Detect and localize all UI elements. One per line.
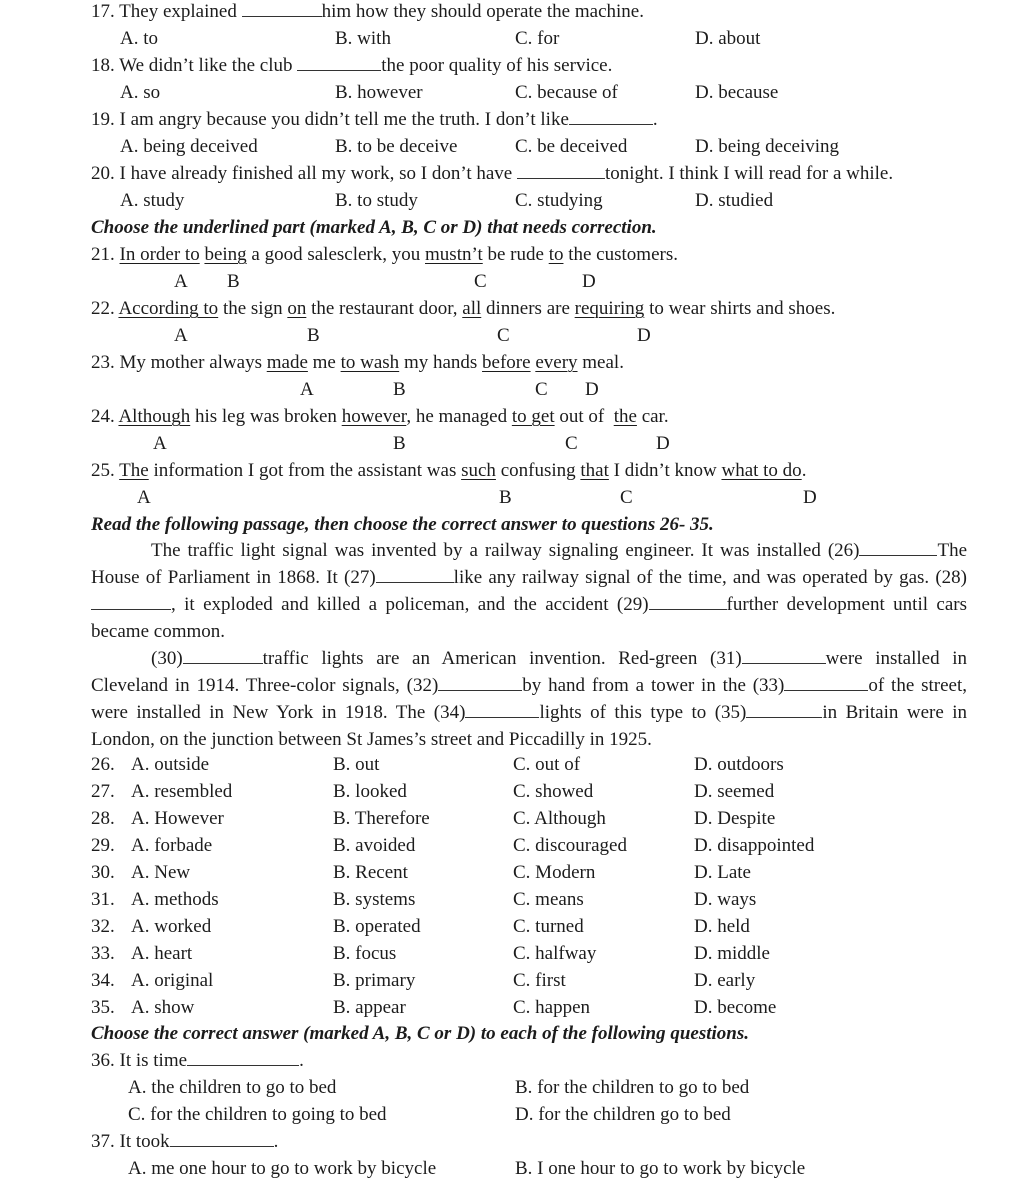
option-19a: A. being deceived — [120, 136, 258, 157]
question-number: 36. — [91, 1050, 115, 1071]
marker-c: C — [535, 379, 548, 400]
underlined-part-a: made — [266, 352, 308, 373]
marker-c: C — [565, 433, 578, 454]
question-number: 17. — [91, 1, 115, 22]
question-number: 18. — [91, 55, 115, 76]
underlined-part-a: In order to — [119, 244, 200, 265]
marker-c: C — [497, 325, 510, 346]
blank-33-label: (33) — [752, 675, 785, 696]
option-19c: C. be deceived — [515, 136, 628, 157]
question-number: 31. — [91, 889, 115, 910]
answer-blank — [517, 162, 605, 179]
underlined-part-c: to get — [511, 406, 555, 427]
option-36a: A. the children to go to bed — [128, 1077, 337, 1098]
passage-text: lights of this type to — [539, 702, 707, 723]
option-20b: B. to study — [335, 190, 418, 211]
sentence-text: out of — [554, 406, 614, 427]
blank-29 — [649, 593, 727, 610]
marker-b: B — [393, 433, 406, 454]
marker-b: B — [393, 379, 406, 400]
option-30d: D. Late — [694, 862, 751, 883]
blank-27 — [376, 566, 454, 583]
blank-31-label: (31) — [710, 648, 742, 669]
blank-35 — [746, 701, 822, 718]
question-text: tonight. I think I will read for a while. — [604, 163, 894, 184]
question-number: 34. — [91, 970, 115, 991]
marker-a: A — [137, 487, 151, 508]
option-26a: A. outside — [131, 754, 210, 775]
option-row-31 — [91, 888, 115, 912]
option-row-26 — [91, 753, 115, 777]
marker-d: D — [637, 325, 651, 346]
blank-32-label: (32) — [406, 675, 439, 696]
question-text: It is time — [119, 1050, 188, 1071]
option-row-30 — [91, 861, 115, 885]
option-27d: D. seemed — [694, 781, 775, 802]
question-number: 24. — [91, 406, 115, 427]
answer-blank — [569, 108, 653, 125]
option-34c: C. first — [513, 970, 566, 991]
underlined-part-d: what to do — [721, 460, 802, 481]
option-17a: A. to — [120, 28, 158, 49]
option-36b: B. for the children to go to bed — [515, 1077, 750, 1098]
passage-text: of the street, were installed in New York in 1918. The — [91, 675, 967, 723]
option-32d: D. held — [694, 916, 750, 937]
answer-blank — [170, 1130, 274, 1147]
option-row-27 — [91, 780, 115, 804]
question-20 — [91, 162, 893, 186]
underlined-part-b: to wash — [340, 352, 400, 373]
sentence-text: my hands — [399, 352, 483, 373]
passage-text: were installed in Cleveland in 1914. Three-color signals, — [91, 648, 968, 696]
option-35d: D. become — [694, 997, 777, 1018]
question-24 — [91, 405, 669, 429]
option-18b: B. however — [335, 82, 423, 103]
option-31b: B. systems — [333, 889, 416, 910]
question-number: 25. — [91, 460, 115, 481]
option-18a: A. so — [120, 82, 161, 103]
marker-c: C — [620, 487, 633, 508]
option-26b: B. out — [333, 754, 380, 775]
passage-text: like any railway signal of the time, and was operated by gas. — [453, 567, 930, 588]
underlined-part-b: however — [341, 406, 407, 427]
option-36c: C. for the children to going to bed — [128, 1104, 387, 1125]
sentence-text: a good salesclerk, you — [246, 244, 426, 265]
question-number: 37. — [91, 1131, 115, 1152]
option-28c: C. Although — [513, 808, 606, 829]
blank-28-label: (28) — [935, 567, 968, 588]
option-32a: A. worked — [131, 916, 212, 937]
blank-26-label: (26) — [827, 540, 860, 561]
option-row-34 — [91, 969, 115, 993]
option-27a: A. resembled — [131, 781, 233, 802]
question-23 — [91, 351, 624, 375]
underlined-part-d: requiring — [574, 298, 645, 319]
underlined-part-c: all — [462, 298, 482, 319]
question-text: We didn’t like the club — [119, 55, 293, 76]
question-text: the poor quality of his service. — [381, 55, 613, 76]
underlined-part-d: to — [548, 244, 564, 265]
passage-text: The House of Parliament in 1868. It — [91, 540, 968, 588]
sentence-text: his leg was broken — [190, 406, 342, 427]
question-text: It took — [119, 1131, 170, 1152]
option-20c: C. studying — [515, 190, 603, 211]
option-30c: C. Modern — [513, 862, 596, 883]
question-18 — [91, 54, 612, 78]
option-27c: C. showed — [513, 781, 594, 802]
sentence-text: be rude — [482, 244, 549, 265]
option-28d: D. Despite — [694, 808, 776, 829]
option-36d: D. for the children go to bed — [515, 1104, 731, 1125]
blank-35-label: (35) — [714, 702, 747, 723]
sentence-text: the sign — [218, 298, 288, 319]
question-19 — [91, 108, 658, 132]
option-row-28 — [91, 807, 115, 831]
blank-26 — [859, 539, 937, 556]
question-text: him how they should operate the machine. — [321, 1, 644, 22]
option-37b: B. I one hour to go to work by bicycle — [515, 1158, 806, 1179]
section-instruction-correction: Choose the underlined part (marked A, B, C or D) that needs correction. — [91, 217, 657, 238]
question-number: 35. — [91, 997, 115, 1018]
option-30a: A. New — [131, 862, 191, 883]
blank-30 — [183, 647, 263, 664]
passage-text: in Britain were in London, on the junction between St James’s street and Piccadilly in 1925. — [91, 702, 968, 750]
option-26c: C. out of — [513, 754, 581, 775]
underlined-part-c: that — [580, 460, 609, 481]
option-35c: C. happen — [513, 997, 591, 1018]
marker-d: D — [803, 487, 817, 508]
answer-blank — [187, 1049, 299, 1066]
sentence-text: to wear shirts and shoes. — [644, 298, 836, 319]
sentence-text: , he managed — [406, 406, 512, 427]
sentence-text: me — [307, 352, 341, 373]
option-row-29 — [91, 834, 115, 858]
question-36 — [91, 1049, 304, 1073]
option-26d: D. outdoors — [694, 754, 784, 775]
marker-d: D — [582, 271, 596, 292]
question-number: 29. — [91, 835, 115, 856]
blank-32 — [438, 674, 522, 691]
question-number: 20. — [91, 163, 115, 184]
option-29a: A. forbade — [131, 835, 213, 856]
sentence-text: car. — [636, 406, 669, 427]
underlined-part-c: before — [482, 352, 531, 373]
marker-b: B — [499, 487, 512, 508]
option-33a: A. heart — [131, 943, 193, 964]
option-row-32 — [91, 915, 115, 939]
option-33b: B. focus — [333, 943, 397, 964]
passage-text: traffic lights are an American invention. Red-green — [262, 648, 698, 669]
question-text: I have already finished all my work, so I don’t have — [119, 163, 513, 184]
question-text: . — [299, 1050, 304, 1071]
passage-text: by hand from a tower in the — [522, 675, 746, 696]
blank-33 — [784, 674, 868, 691]
marker-a: A — [153, 433, 167, 454]
passage-paragraph-1 — [91, 537, 967, 645]
option-31a: A. methods — [131, 889, 219, 910]
underlined-part-a: The — [119, 460, 149, 481]
sentence-text: . — [801, 460, 807, 481]
question-number: 23. — [91, 352, 115, 373]
option-31d: D. ways — [694, 889, 757, 910]
marker-b: B — [307, 325, 320, 346]
option-20a: A. study — [120, 190, 185, 211]
option-19d: D. being deceiving — [695, 136, 840, 157]
option-32c: C. turned — [513, 916, 584, 937]
sentence-text: I didn’t know — [608, 460, 722, 481]
blank-34-label: (34) — [433, 702, 466, 723]
question-number: 27. — [91, 781, 115, 802]
question-text: . — [652, 109, 658, 130]
marker-b: B — [227, 271, 240, 292]
option-row-35 — [91, 996, 115, 1020]
question-number: 33. — [91, 943, 115, 964]
option-20d: D. studied — [695, 190, 774, 211]
option-28b: B. Therefore — [333, 808, 430, 829]
blank-28 — [91, 593, 171, 610]
question-number: 32. — [91, 916, 115, 937]
sentence-text: information I got from the assistant was — [148, 460, 462, 481]
sentence-text: meal. — [577, 352, 624, 373]
option-17d: D. about — [695, 28, 761, 49]
option-33d: D. middle — [694, 943, 770, 964]
underlined-part-b: being — [204, 244, 247, 265]
passage-text: , it exploded and killed a policeman, and the accident — [171, 594, 609, 615]
option-34b: B. primary — [333, 970, 416, 991]
sentence-text: dinners are — [481, 298, 575, 319]
blank-31 — [742, 647, 826, 664]
marker-d: D — [585, 379, 599, 400]
option-35a: A. show — [131, 997, 195, 1018]
option-29b: B. avoided — [333, 835, 416, 856]
passage-paragraph-2 — [91, 645, 967, 753]
answer-blank — [242, 0, 322, 17]
marker-a: A — [174, 271, 188, 292]
question-text: . — [273, 1131, 279, 1152]
blank-27-label: (27) — [344, 567, 376, 588]
question-text: I am angry because you didn’t tell me the truth. I don’t like — [119, 109, 569, 130]
question-number: 30. — [91, 862, 115, 883]
option-28a: A. However — [131, 808, 224, 829]
question-number: 28. — [91, 808, 115, 829]
option-34d: D. early — [694, 970, 756, 991]
option-31c: C. means — [513, 889, 584, 910]
option-34a: A. original — [131, 970, 214, 991]
blank-34 — [465, 701, 539, 718]
question-number: 26. — [91, 754, 115, 775]
question-number: 19. — [91, 109, 115, 130]
question-22 — [91, 297, 835, 321]
option-row-33 — [91, 942, 115, 966]
underlined-part-d: every — [535, 352, 578, 373]
underlined-part-b: such — [461, 460, 496, 481]
option-18d: D. because — [695, 82, 779, 103]
question-37 — [91, 1130, 278, 1154]
question-number: 21. — [91, 244, 115, 265]
question-number: 22. — [91, 298, 115, 319]
passage-text: further development until cars became common. — [91, 594, 967, 642]
question-25 — [91, 459, 806, 483]
question-text: They explained — [119, 1, 237, 22]
option-17b: B. with — [335, 28, 391, 49]
marker-d: D — [656, 433, 670, 454]
option-29c: C. discouraged — [513, 835, 627, 856]
option-27b: B. looked — [333, 781, 407, 802]
question-21 — [91, 243, 678, 267]
question-17 — [91, 0, 644, 24]
option-30b: B. Recent — [333, 862, 408, 883]
blank-29-label: (29) — [616, 594, 649, 615]
option-18c: C. because of — [515, 82, 618, 103]
underlined-part-a: Although — [118, 406, 191, 427]
section-instruction-choose: Choose the correct answer (marked A, B, C or D) to each of the following questions. — [91, 1023, 749, 1044]
option-17c: C. for — [515, 28, 560, 49]
sentence-text: the customers. — [563, 244, 678, 265]
underlined-part-a: According to — [118, 298, 219, 319]
marker-a: A — [300, 379, 314, 400]
option-29d: D. disappointed — [694, 835, 815, 856]
underlined-part-b: on — [287, 298, 307, 319]
option-33c: C. halfway — [513, 943, 597, 964]
sentence-text: the restaurant door, — [306, 298, 463, 319]
option-19b: B. to be deceive — [335, 136, 458, 157]
passage-text: The traffic light signal was invented by a railway signaling engineer. It was installed — [151, 540, 821, 561]
blank-30-label: (30) — [151, 648, 183, 669]
section-instruction-passage: Read the following passage, then choose the correct answer to questions 26- 35. — [91, 514, 714, 535]
option-32b: B. operated — [333, 916, 421, 937]
marker-a: A — [174, 325, 188, 346]
underlined-part-d: the — [613, 406, 637, 427]
sentence-text: My mother always — [119, 352, 267, 373]
underlined-part-c: mustn’t — [425, 244, 483, 265]
answer-blank — [297, 54, 381, 71]
option-35b: B. appear — [333, 997, 406, 1018]
option-37a: A. me one hour to go to work by bicycle — [128, 1158, 437, 1179]
marker-c: C — [474, 271, 487, 292]
sentence-text: confusing — [495, 460, 581, 481]
